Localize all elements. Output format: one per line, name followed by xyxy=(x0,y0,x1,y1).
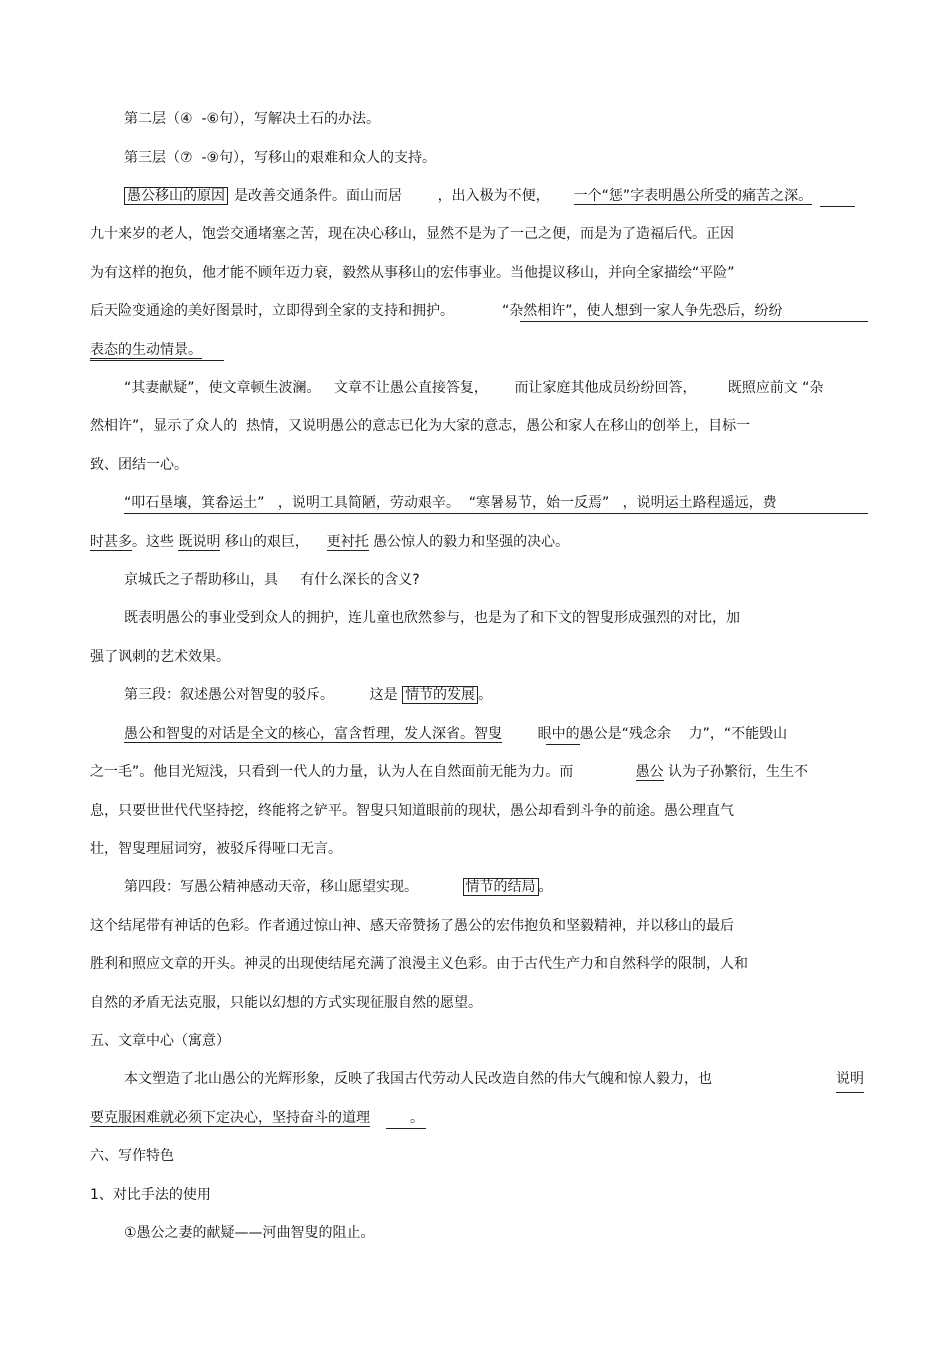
line-9: 然相许”，显示了众人的 热情，又说明愚公的意志已化为大家的意志，愚公和家人在移山的创举上，目标一 xyxy=(90,418,751,434)
subheading-1: 1、对比手法的使用 xyxy=(90,1187,211,1203)
line-27: 要克服困难就必须下定决心，坚持奋斗的道理 。 xyxy=(90,1110,425,1126)
line-18: 之一毛”。他目光短浅，只看到一代人的力量，认为人在自然面前无能为力。而 愚公 认为子孙繁衍，生生不 xyxy=(90,764,809,780)
boxed-term-development: 情节的发展 xyxy=(402,686,478,704)
line-6: 后天险变通途的美好图景时，立即得到全家的支持和拥护。 “杂然相许”，使人想到一家人争先恐后，纷纷 xyxy=(90,303,783,319)
line-22: 这个结尾带有神话的色彩。作者通过惊山神、感天帝赞扬了愚公的宏伟抱负和坚毅精神，并以移山的最后 xyxy=(90,918,734,934)
line-2: 第三层（⑦ -⑨句），写移山的艰难和众人的支持。 xyxy=(124,150,437,166)
section-heading-6: 六、写作特色 xyxy=(90,1148,174,1164)
line-8: “其妻献疑”，使文章顿生波澜。 文章不让愚公直接答复， 而让家庭其他成员纷纷回答， 既照应前文 “杂 xyxy=(124,380,824,396)
line-24: 自然的矛盾无法克服，只能以幻想的方式实现征服自然的愿望。 xyxy=(90,995,482,1011)
line-15: 强了讽刺的艺术效果。 xyxy=(90,649,230,665)
underlined-phrase: 一个“惩”字表明愚公所受的痛苦之深。 xyxy=(573,188,813,204)
line-14: 既表明愚公的事业受到众人的拥护，连儿童也欣然参与，也是为了和下文的智叟形成强烈的对比，加 xyxy=(124,610,740,626)
line-26: 本文塑造了北山愚公的光辉形象，反映了我国古代劳动人民改造自然的伟大气魄和惊人毅力，也 说明 xyxy=(124,1066,712,1092)
underline-long-3 xyxy=(124,513,868,514)
underline-long-2 xyxy=(90,360,224,361)
underline-short xyxy=(546,744,580,745)
boxed-term-ending: 情节的结局 xyxy=(463,878,539,896)
line-30: ①愚公之妻的献疑——河曲智叟的阻止。 xyxy=(124,1225,375,1241)
line-10: 致、团结一心。 xyxy=(90,457,188,473)
line-16: 第三段：叙述愚公对智叟的驳斥。 这是 情节的发展 。 xyxy=(124,687,493,703)
line-17: 愚公和智叟的对话是全文的核心，富含哲理，发人深省。智叟 眼中的愚公是“残念余 力”，“不能毁山 xyxy=(124,726,788,742)
section-heading-5: 五、文章中心（寓意） xyxy=(90,1033,230,1049)
boxed-term-reason: 愚公移山的原因 xyxy=(124,187,228,205)
line-4: 九十来岁的老人，饱尝交通堵塞之苦，现在决心移山，显然不是为了一己之便，而是为了造福后代。正因 xyxy=(90,226,734,242)
line-1: 第二层（④ -⑥句），写解决土石的办法。 xyxy=(124,111,381,127)
line-7: 表态的生动情景。 xyxy=(90,342,202,358)
underline-tail xyxy=(386,1128,426,1129)
line-23: 胜利和照应文章的开头。神灵的出现使结尾充满了浪漫主义色彩。由于古代生产力和自然科学的限制，人和 xyxy=(90,956,748,972)
line-11: “叩石垦壤，箕畚运土” ，说明工具简陋，劳动艰辛。 “寒暑易节，始一反焉” ，说明运土路程遥远，费 xyxy=(124,495,777,511)
line-5: 为有这样的抱负，他才能不顾年迈力衰，毅然从事移山的宏伟事业。当他提议移山，并向全家描绘“平险” xyxy=(90,265,735,281)
line-20: 壮，智叟理屈词穷，被驳斥得哑口无言。 xyxy=(90,841,342,857)
line-12: 时甚多。这些 既说明 移山的艰巨， 更衬托 愚公惊人的毅力和坚强的决心。 xyxy=(90,534,570,550)
line-21: 第四段：写愚公精神感动天帝，移山愿望实现。 情节的结局 。 xyxy=(124,879,553,895)
underline-extension xyxy=(820,206,855,207)
line-13: 京城氏之子帮助移山，具 有什么深长的含义? xyxy=(124,572,420,588)
line-3: 愚公移山的原因 是改善交通条件。面山而居 ，出入极为不便， 一个“惩”字表明愚公所受的痛苦之深。 xyxy=(124,183,812,209)
line-19: 息，只要世世代代坚持挖，终能将之铲平。智叟只知道眼前的现状，愚公却看到斗争的前途。愚公理直气 xyxy=(90,803,734,819)
underline-long-1 xyxy=(520,321,868,322)
